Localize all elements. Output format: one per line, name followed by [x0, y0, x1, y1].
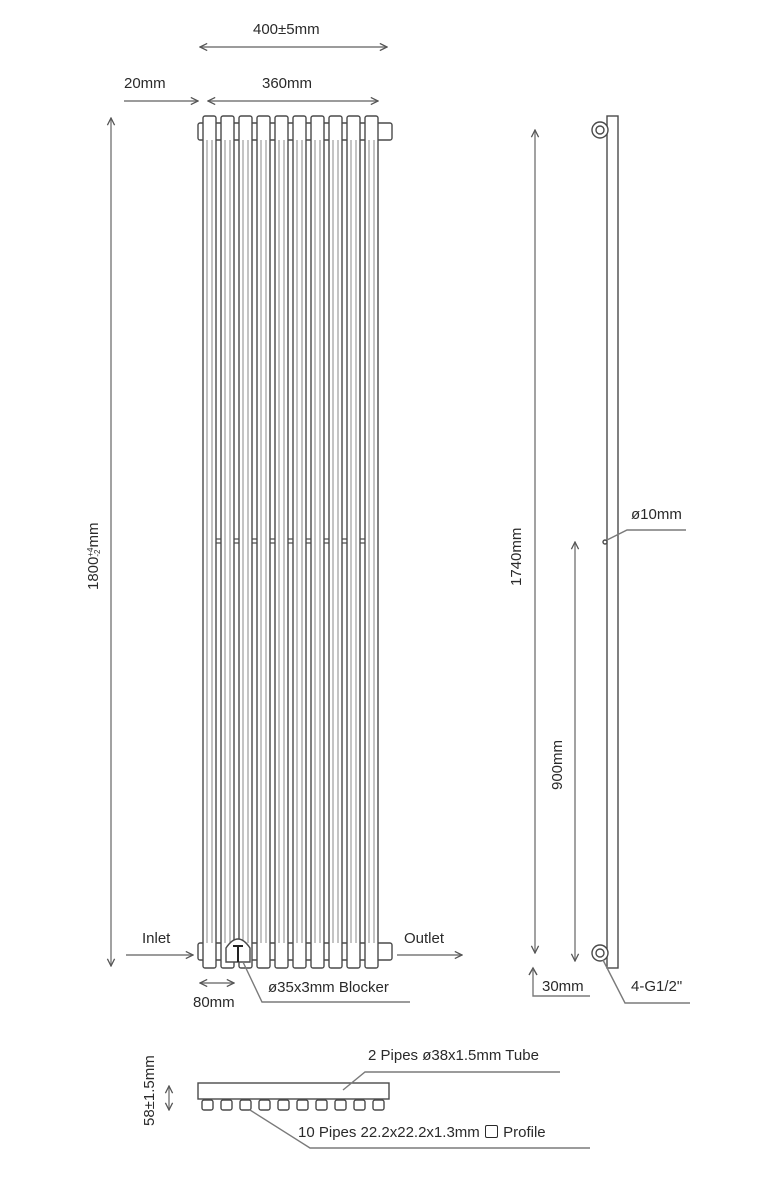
radiator-side: [592, 116, 618, 968]
radiator-front: [198, 116, 392, 968]
profile-label: [298, 1125, 546, 1140]
height-label: [86, 523, 101, 591]
inlet-label: Inlet: [142, 930, 171, 947]
side-offset-label: 20mm: [124, 75, 166, 92]
depth-label: 58±1.5mm: [141, 1055, 158, 1126]
height-unit: mm: [85, 522, 102, 548]
height-tol-plus: +4: [85, 547, 95, 557]
square-profile-icon: [485, 1125, 498, 1138]
centers-height-label: 1740mm: [508, 527, 525, 586]
outlet-label: Outlet: [404, 930, 445, 947]
bottom-offset-label: 30mm: [542, 978, 584, 995]
bracket-height-label: 900mm: [549, 739, 566, 790]
bracket-label: ø10mm: [631, 506, 682, 523]
profile-label-suffix: Profile: [503, 1124, 546, 1141]
radiator-top: [198, 1083, 389, 1110]
connections-label: 4-G1/2": [631, 978, 683, 995]
pipe-span-label: 360mm: [262, 75, 313, 92]
blocker-label: ø35x3mm Blocker: [268, 979, 389, 996]
overall-width-label: 400±5mm: [253, 21, 320, 38]
height-tol-minus: -2: [93, 549, 103, 557]
inlet-offset-label: 80mm: [193, 994, 235, 1011]
profile-label-prefix: 10 Pipes 22.2x22.2x1.3mm: [298, 1124, 480, 1141]
tube-label: 2 Pipes ø38x1.5mm Tube: [368, 1047, 539, 1064]
height-tolerance: [87, 548, 101, 557]
height-value: 1800: [85, 556, 102, 590]
bracket-leader: [607, 530, 686, 540]
